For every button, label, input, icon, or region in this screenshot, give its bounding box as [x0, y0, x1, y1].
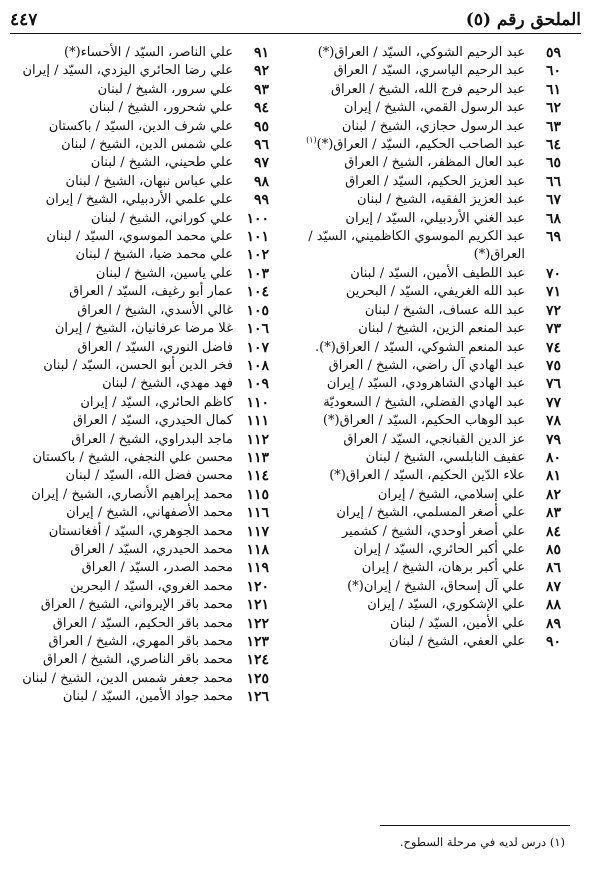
entry-number: ٧٦	[545, 376, 561, 393]
entry-name: عبد الله عساف، الشيخ / لبنان	[364, 302, 525, 318]
entry-number: ٥٩	[545, 45, 561, 61]
entry-name: عبد الرسول حجازي، الشيخ / لبنان	[341, 118, 525, 134]
list-item	[301, 578, 563, 596]
entry-name: علي سرور، الشيخ / لبنان	[97, 81, 233, 97]
entry-name: علي شمس الدين، الشيخ / لبنان	[61, 137, 233, 153]
entry-number: ٨٥	[545, 541, 561, 558]
list-item	[301, 136, 563, 154]
entry-number: ٨٩	[545, 615, 561, 632]
entry-number: ١٢٤	[246, 652, 269, 669]
entry-number: ٨٣	[545, 505, 561, 522]
entry-number: ١١٦	[246, 505, 269, 522]
list-item	[5, 486, 271, 504]
entry-name: علي آل إسحاق، الشيخ / إيران(*)	[347, 578, 525, 594]
list-item	[301, 431, 563, 449]
entry-number: ٩٨	[253, 173, 269, 190]
entry-number: ٧٥	[545, 357, 561, 374]
entry-name: علي أكبر برهان، الشيخ / إيران	[361, 560, 525, 576]
list-item	[301, 449, 563, 467]
entry-number: ٦١	[545, 81, 561, 98]
list-item	[5, 44, 271, 62]
entry-name: عبد العزيز الفقيه، الشيخ / لبنان	[357, 192, 525, 208]
list-item	[5, 615, 271, 633]
entry-name: علي طحيني، الشيخ / لبنان	[90, 155, 233, 171]
entry-name: محمد جواد الأمين، السيّد / لبنان	[62, 689, 233, 705]
list-item	[301, 394, 563, 412]
entry-name: علي شرف الدين، السيّد / باكستان	[48, 118, 233, 134]
entry-number: ٩٢	[253, 63, 269, 80]
list-item	[5, 596, 271, 614]
list-item	[5, 302, 271, 320]
footnote-rule	[380, 825, 570, 826]
entry-number: ١١٧	[246, 523, 269, 540]
list-item	[5, 173, 271, 191]
list-item	[301, 467, 563, 485]
left-column	[5, 44, 271, 707]
entry-number: ٦٥	[545, 155, 561, 172]
entry-name: علي كوراني، الشيخ / لبنان	[90, 210, 233, 226]
entry-number: ١٠٩	[246, 376, 269, 393]
list-item	[301, 320, 563, 338]
entry-name: عفيف النابلسي، الشيخ / لبنان	[365, 449, 525, 465]
list-item	[5, 81, 271, 99]
entry-name: علي محمد ضيا، الشيخ / لبنان	[75, 247, 233, 263]
list-item	[5, 412, 271, 430]
entry-number: ١٠١	[246, 229, 269, 246]
entry-number: ٦٠	[545, 63, 561, 80]
entry-number: ١٠٨	[246, 357, 269, 374]
entry-number: ١١١	[246, 413, 269, 430]
entry-name: كمال الحيدري، السيّد / العراق	[72, 413, 233, 429]
entry-name: علي الإشكوري، السيّد / إيران	[367, 597, 525, 613]
entry-name: علي أصغر أوحدي، الشيخ / كشمير	[341, 523, 525, 539]
page-header	[10, 8, 581, 34]
list-item	[301, 339, 563, 357]
list-item	[5, 265, 271, 283]
list-item	[5, 375, 271, 393]
entry-number: ١٠٢	[246, 247, 269, 264]
entry-name: عبد الرسول القمي، الشيخ / إيران	[343, 100, 525, 116]
entry-name: عز الدين القبانجي، السيّد / العراق	[343, 431, 525, 447]
entry-number: ٦٩	[545, 229, 561, 246]
entry-number: ٦٣	[545, 118, 561, 135]
list-item	[5, 339, 271, 357]
entry-name: علي إسلامي، الشيخ / إيران	[377, 486, 525, 502]
entry-name: محمد الصدر، السيّد / العراق	[81, 560, 233, 576]
list-item	[301, 412, 563, 430]
entry-number: ٩١	[253, 45, 269, 61]
entry-number: ١٠٣	[246, 265, 269, 282]
entry-name: محمد الغروي، السيّد / البحرين	[70, 578, 233, 594]
entry-name: عمار أبو رغيف، السيّد / العراق	[69, 284, 233, 300]
list-item	[301, 523, 563, 541]
entry-number: ١١٨	[246, 541, 269, 558]
entry-number: ٧٤	[545, 339, 561, 356]
list-item	[5, 578, 271, 596]
entry-name: ماجد البدراوي، الشيخ / العراق	[71, 431, 233, 447]
entry-number: ١٢١	[246, 597, 269, 614]
entry-name: علي علمي الأردبيلي، الشيخ / إيران	[45, 192, 233, 208]
entry-number: ١٢٥	[246, 670, 269, 687]
entry-number: ١٠٦	[246, 321, 269, 338]
list-item	[5, 633, 271, 651]
list-item	[301, 504, 563, 522]
entry-number: ٧٩	[545, 431, 561, 448]
entry-name: محمد جعفر شمس الدين، الشيخ / لبنان	[22, 670, 233, 686]
list-item	[5, 283, 271, 301]
list-item	[5, 394, 271, 412]
entry-name: علي ياسين، الشيخ / لبنان	[95, 265, 233, 281]
entry-number: ١٢٣	[246, 634, 269, 650]
right-column	[301, 44, 563, 651]
list-item	[5, 467, 271, 485]
entry-number: ٨٨	[545, 597, 561, 614]
list-item	[5, 246, 271, 264]
entry-name: عبد الهادي الشاهرودي، السيّد / إيران	[326, 376, 525, 392]
list-item	[301, 62, 563, 80]
entry-number: ١٢٠	[246, 578, 269, 595]
entry-name: فهد مهدي، الشيخ / لبنان	[102, 376, 233, 392]
entry-name: غلا مرضا عرفانيان، الشيخ / إيران	[54, 321, 233, 337]
list-item	[5, 191, 271, 209]
entry-number: ٨٧	[545, 578, 561, 595]
list-item	[5, 228, 271, 246]
entry-name: علي عباس نبهان، الشيخ / لبنان	[65, 173, 233, 189]
list-item	[5, 559, 271, 577]
list-item	[5, 210, 271, 228]
entry-name: محسن علي النجفي، الشيخ / باكستان	[32, 449, 233, 465]
entry-name: كاظم الحائري، السيّد / إيران	[80, 394, 233, 410]
entry-name: محمد باقر المهري، الشيخ / العراق	[48, 634, 233, 649]
entry-name: عبد الهادي الفضلي، الشيخ / السعوديّة	[323, 394, 525, 410]
entry-name: محمد باقر الإيرواني، الشيخ / العراق	[40, 597, 233, 613]
footnote-marker: (١)	[306, 135, 317, 145]
entry-name: علي رضا الحائري اليزدي، السيّد / إيران	[22, 63, 233, 79]
list-item	[5, 99, 271, 117]
entry-number: ١٠٧	[246, 339, 269, 356]
appendix-title: الملحق رقم (٥)	[465, 10, 581, 30]
list-item	[301, 283, 563, 301]
entry-name: علي الأمين، السيّد / لبنان	[389, 615, 525, 631]
entry-number: ٨٦	[545, 560, 561, 577]
entry-number: ١١٩	[246, 560, 269, 577]
entry-name: محسن فضل الله، السيّد / لبنان	[65, 468, 233, 484]
entry-number: ٩٦	[253, 137, 269, 154]
entry-name: عبد الهادي آل راضي، الشيخ / العراق	[328, 357, 525, 373]
entry-name: عبد الله الغريفي، السيّد / البحرين	[345, 284, 525, 300]
list-item	[5, 523, 271, 541]
list-item	[301, 486, 563, 504]
entry-name: عبد الرحيم الشوكي، السيّد / العراق(*)	[317, 45, 525, 60]
list-item	[5, 651, 271, 669]
list-item	[301, 154, 563, 172]
list-item	[301, 596, 563, 614]
entry-number: ٦٤	[545, 137, 561, 154]
entry-name: عبد المنعم الزين، الشيخ / لبنان	[358, 321, 525, 337]
entry-name: محمد باقر الناصري، الشيخ / العراق	[43, 652, 233, 668]
entry-number: ٧٧	[545, 394, 561, 411]
entry-number: ٩٥	[253, 118, 269, 135]
list-item	[5, 541, 271, 559]
entry-number: ٩٩	[253, 192, 269, 209]
entry-name: محمد الحيدري، السيّد / العراق	[70, 541, 233, 557]
list-item	[301, 81, 563, 99]
entry-name: عبد الرحيم فرج الله، الشيخ / العراق	[330, 81, 525, 97]
entry-number: ١١٢	[246, 431, 269, 448]
list-item	[301, 265, 563, 283]
entry-name: علي شحرور، الشيخ / لبنان	[89, 100, 233, 116]
entry-name: علاء الدّين الحكيم، السيّد / العراق(*)	[329, 468, 525, 484]
entry-name: محمد الجوهري، السيّد / أفغانستان	[48, 523, 233, 539]
list-item	[301, 541, 563, 559]
entry-number: ٧٠	[545, 265, 561, 282]
entry-number: ٩٧	[253, 155, 269, 172]
list-item	[301, 228, 563, 265]
entry-number: ١٠٤	[246, 284, 269, 301]
entry-name: عبد العزيز الحكيم، السيّد / العراق	[345, 173, 525, 189]
entry-number: ٨٠	[545, 449, 561, 466]
footnote: (١) درس لديه في مرحلة السطوح.	[399, 835, 565, 849]
entry-name: علي الناصر، السيّد / الأحساء(*)	[64, 45, 233, 60]
entry-name: علي أكبر الحائري، السيّد / إيران	[353, 541, 525, 557]
entry-name: عبد الرحيم الياسري، السيّد / العراق	[333, 63, 525, 79]
entry-number: ١٢٢	[246, 615, 269, 632]
list-item	[5, 136, 271, 154]
list-item	[5, 154, 271, 172]
entry-name: علي العفي، الشيخ / لبنان	[388, 634, 525, 649]
entry-name: غالي الأسدي، الشيخ / العراق	[77, 302, 233, 318]
list-item	[5, 449, 271, 467]
list-item	[5, 431, 271, 449]
list-item	[301, 44, 563, 62]
entry-number: ٧٢	[545, 302, 561, 319]
list-item	[5, 688, 271, 706]
entry-number: ٧٨	[545, 413, 561, 430]
entry-number: ١١٠	[246, 394, 269, 411]
entry-name: فاضل النوري، السيّد / العراق	[77, 339, 233, 355]
list-item	[301, 633, 563, 651]
entry-number: ٧٣	[545, 321, 561, 338]
entry-name: عبد الوهاب الحكيم، السيّد / العراق(*)	[322, 413, 525, 429]
list-item	[5, 670, 271, 688]
entry-number: ١١٥	[246, 486, 269, 503]
entry-number: ٦٨	[545, 210, 561, 227]
list-item	[301, 559, 563, 577]
list-item	[5, 320, 271, 338]
entry-number: ٨٤	[545, 523, 561, 540]
list-item	[301, 210, 563, 228]
list-item	[301, 357, 563, 375]
entry-name: محمد الأصفهاني، الشيخ / إيران	[66, 505, 233, 521]
list-item	[5, 118, 271, 136]
entry-name: علي محمد الموسوي، السيّد / لبنان	[46, 229, 233, 245]
entry-number: ٦٢	[545, 100, 561, 117]
entry-name: محمد باقر الحكيم، السيّد / العراق	[52, 615, 233, 631]
entry-number: ١٠٠	[246, 210, 269, 227]
entry-name: عبد المنعم الشوكي، السيّد / العراق(*).	[315, 339, 525, 355]
entry-number: ١٢٦	[246, 689, 269, 706]
entry-name: محمد إبراهيم الأنصاري، الشيخ / إيران	[31, 486, 233, 502]
list-item	[301, 191, 563, 209]
entry-number: ٨٢	[545, 486, 561, 503]
entry-name: عبد العال المظفر، الشيخ / العراق	[344, 155, 525, 171]
entry-number: ١١٤	[246, 468, 269, 485]
entry-name: عبد الصاحب الحكيم، السيّد / $العراق(*)^{(١)}$	[306, 135, 525, 153]
entry-name: فخر الدين أبو الحسن، السيّد / لبنان	[43, 357, 233, 373]
entry-name: عبد الكريم الموسوي الكاظميني، السيّد / العراق(*)	[308, 229, 525, 263]
entry-number: ٩٤	[253, 100, 269, 117]
entry-number: ٦٦	[545, 173, 561, 190]
entry-name: علي أصغر المسلمي، الشيخ / إيران	[336, 505, 525, 521]
entry-number: ٩٠	[545, 634, 561, 650]
entry-number: ٦٧	[545, 192, 561, 209]
list-item	[301, 615, 563, 633]
entry-name: عبد الغني الأردبيلي، السيّد / إيران	[345, 210, 525, 226]
entry-number: ٧١	[545, 284, 561, 301]
page-number: ٤٤٧	[10, 10, 38, 30]
list-item	[301, 375, 563, 393]
list-item	[5, 357, 271, 375]
list-item	[5, 504, 271, 522]
entry-number: ٨١	[545, 468, 561, 485]
list-item	[301, 99, 563, 117]
entry-number: ١٠٥	[246, 302, 269, 319]
entry-number: ٩٣	[253, 81, 269, 98]
list-item	[301, 302, 563, 320]
entry-name: عبد اللطيف الأمين، السيّد / لبنان	[350, 265, 525, 281]
list-item	[301, 118, 563, 136]
entry-number: ١١٣	[246, 449, 269, 466]
list-item	[301, 173, 563, 191]
list-item	[5, 62, 271, 80]
